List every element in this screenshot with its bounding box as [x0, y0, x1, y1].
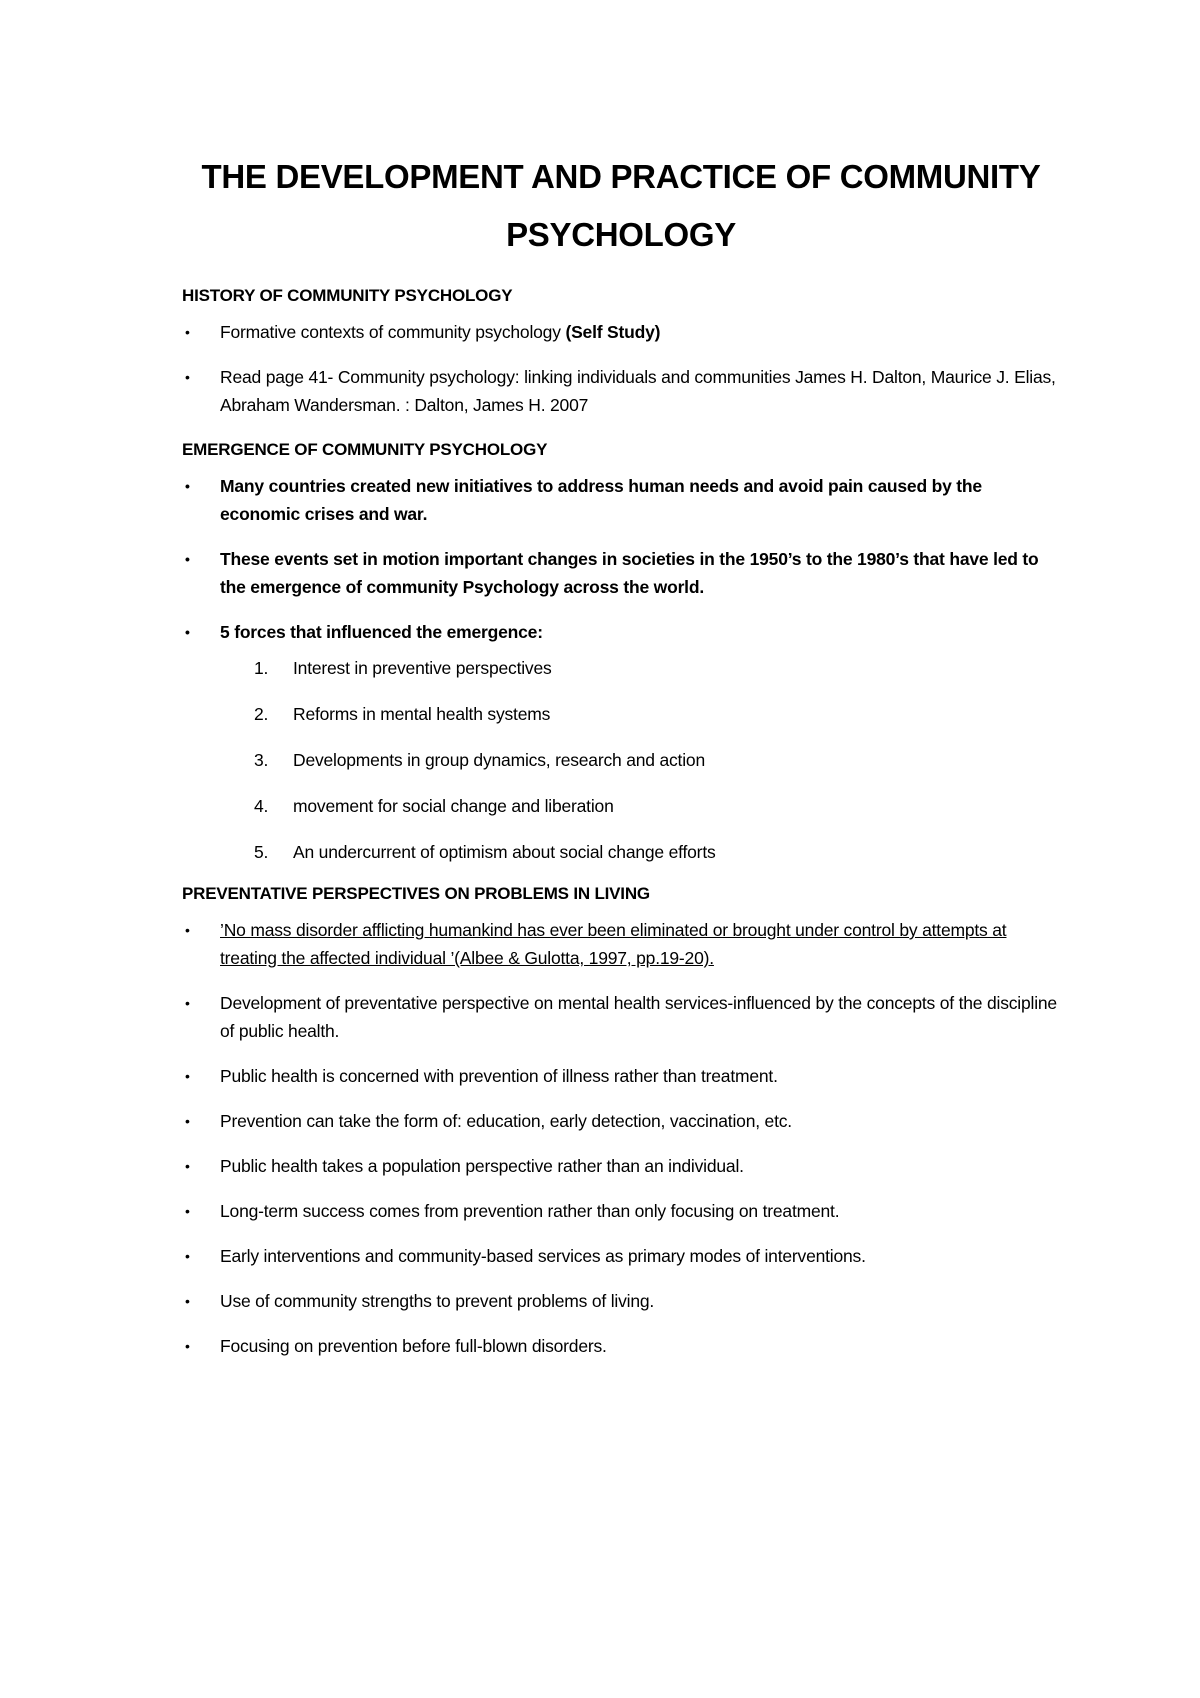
bullet-icon: • [185, 1113, 190, 1129]
list-item [182, 618, 1060, 646]
item-text: movement for social change and liberation [293, 796, 614, 816]
list-item [182, 1062, 1060, 1090]
bullet-icon: • [185, 1248, 190, 1264]
list-item-text: Focusing on prevention before full-blown disorders. [220, 1336, 607, 1356]
list-item-text: Read page 41- Community psychology: linking individuals and communities James H. Dalton, Maurice J. Elias, Abraham Wandersman. : Dalton, James H. 2007 [220, 367, 1056, 415]
list-item-text: These events set in motion important changes in societies in the 1950’s to the 1980’s that have led to the emergence of community Psychology across the world. [220, 549, 1039, 597]
numbered-item [182, 838, 1060, 866]
item-number: 5. [254, 842, 269, 862]
list-item [182, 989, 1060, 1045]
numbered-item [182, 746, 1060, 774]
list-item-text: Prevention can take the form of: education, early detection, vaccination, etc. [220, 1111, 792, 1131]
bullet-icon: • [185, 1203, 190, 1219]
item-text: Reforms in mental health systems [293, 704, 551, 724]
history-list [182, 318, 1060, 419]
emergence-list [182, 472, 1060, 646]
list-item [182, 1107, 1060, 1135]
bullet-icon: • [185, 369, 190, 385]
document-title: THE DEVELOPMENT AND PRACTICE OF COMMUNITY PSYCHOLOGY [201, 158, 1041, 253]
list-item-text: Early interventions and community-based services as primary modes of interventions. [220, 1246, 866, 1266]
item-text: Developments in group dynamics, research and action [293, 750, 705, 770]
list-item [182, 1242, 1060, 1270]
bullet-icon: • [185, 1158, 190, 1174]
bullet-icon: • [185, 624, 190, 640]
item-number: 2. [254, 704, 269, 724]
bullet-icon: • [185, 1293, 190, 1309]
list-item [182, 545, 1060, 601]
bullet-icon: • [185, 551, 190, 567]
list-item-text: ’No mass disorder afflicting humankind has ever been eliminated or brought under control by attempts at treating the affected individual ’(Albee & Gulotta, 1997, pp.19-20). [220, 920, 1007, 968]
list-item [182, 363, 1060, 419]
section-heading-emergence: EMERGENCE OF COMMUNITY PSYCHOLOGY [182, 440, 548, 459]
bullet-icon: • [185, 995, 190, 1011]
item-number: 4. [254, 796, 269, 816]
list-item [182, 318, 1060, 346]
section-heading-history: HISTORY OF COMMUNITY PSYCHOLOGY [182, 286, 513, 305]
section-heading-preventative: PREVENTATIVE PERSPECTIVES ON PROBLEMS IN LIVING [182, 884, 650, 903]
bullet-icon: • [185, 1338, 190, 1354]
list-item [182, 472, 1060, 528]
forces-list [182, 654, 1060, 866]
numbered-item [182, 700, 1060, 728]
list-item-text: Many countries created new initiatives to address human needs and avoid pain caused by the economic crises and war. [220, 476, 982, 524]
bullet-icon: • [185, 922, 190, 938]
list-item-bold-note: (Self Study) [565, 322, 661, 342]
preventative-list [182, 916, 1060, 1360]
item-text: Interest in preventive perspectives [293, 658, 552, 678]
list-item [182, 1332, 1060, 1360]
bullet-icon: • [185, 478, 190, 494]
bullet-icon: • [185, 1068, 190, 1084]
list-item-text: Public health takes a population perspective rather than an individual. [220, 1156, 744, 1176]
item-number: 3. [254, 750, 269, 770]
numbered-item [182, 792, 1060, 820]
list-item [182, 1287, 1060, 1315]
list-item-text: Formative contexts of community psychology [220, 322, 566, 342]
list-item-text: Development of preventative perspective on mental health services-influenced by the concepts of the discipline of public health. [220, 993, 1057, 1041]
list-item-text: 5 forces that influenced the emergence: [220, 622, 543, 642]
item-text: An undercurrent of optimism about social change efforts [293, 842, 716, 862]
list-item-text: Use of community strengths to prevent problems of living. [220, 1291, 655, 1311]
list-item-text: Long-term success comes from prevention rather than only focusing on treatment. [220, 1201, 840, 1221]
list-item-quote [182, 916, 1060, 972]
item-number: 1. [254, 658, 269, 678]
bullet-icon: • [185, 324, 190, 340]
list-item [182, 1197, 1060, 1225]
list-item-text: Public health is concerned with prevention of illness rather than treatment. [220, 1066, 778, 1086]
numbered-item [182, 654, 1060, 682]
list-item [182, 1152, 1060, 1180]
